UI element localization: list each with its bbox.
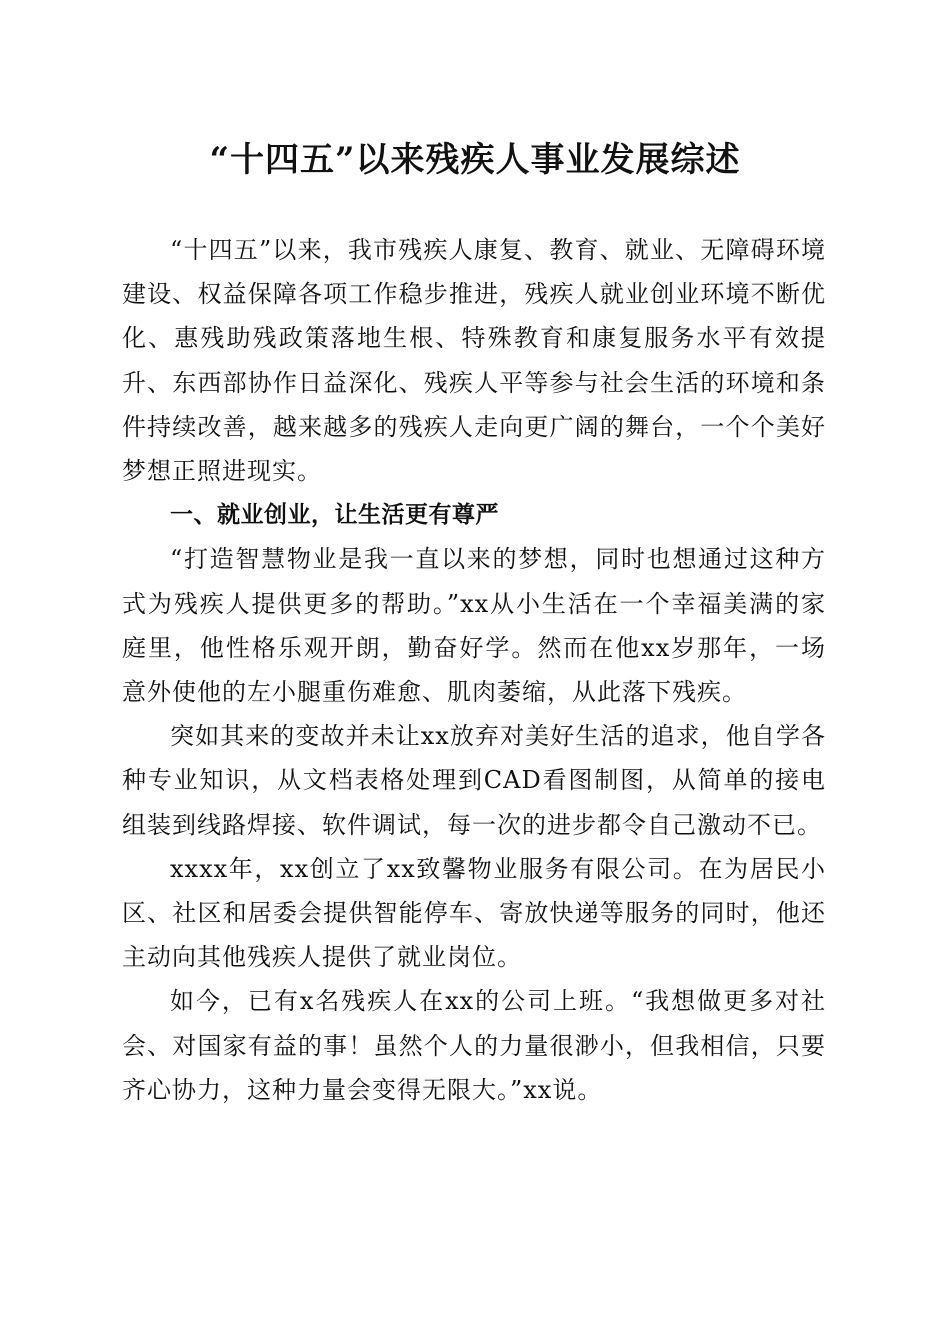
body-paragraph: 如今，已有x名残疾人在xx的公司上班。“我想做更多对社会、对国家有益的事！虽然个人的力量很渺小，但我相信，只要齐心协力，这种力量会变得无限大。”xx说。 [122, 987, 826, 1104]
body-paragraph: 突如其来的变故并未让xx放弃对美好生活的追求，他自学各种专业知识，从文档表格处理到CAD看图制图，从简单的接电组装到线路焊接、软件调试，每一次的进步都令自己激动不已。 [122, 722, 826, 839]
body-paragraph: “打造智慧物业是我一直以来的梦想，同时也想通过这种方式为残疾人提供更多的帮助。”xx从小生活在一个幸福美满的家庭里，他性格乐观开朗，勤奋好学。然而在他xx岁那年，一场意外使他的左小腿重伤难愈、肌肉萎缩，从此落下残疾。 [122, 545, 826, 707]
document-body [122, 228, 826, 1112]
section-heading: 一、就业创业，让生活更有尊严 [170, 502, 499, 529]
intro-paragraph: “十四五”以来，我市残疾人康复、教育、就业、无障碍环境建设、权益保障各项工作稳步推进，残疾人就业创业环境不断优化、惠残助残政策落地生根、特殊教育和康复服务水平有效提升、东西部协作日益深化、残疾人平等参与社会生活的环境和条件持续改善，越来越多的残疾人走向更广阔的舞台，一个个美好梦想正照进现实。 [122, 236, 826, 486]
body-paragraph: xxxx年，xx创立了xx致馨物业服务有限公司。在为居民小区、社区和居委会提供智能停车、寄放快递等服务的同时，他还主动向其他残疾人提供了就业岗位。 [122, 854, 826, 972]
document-title: “十四五”以来残疾人事业发展综述 [209, 140, 741, 180]
